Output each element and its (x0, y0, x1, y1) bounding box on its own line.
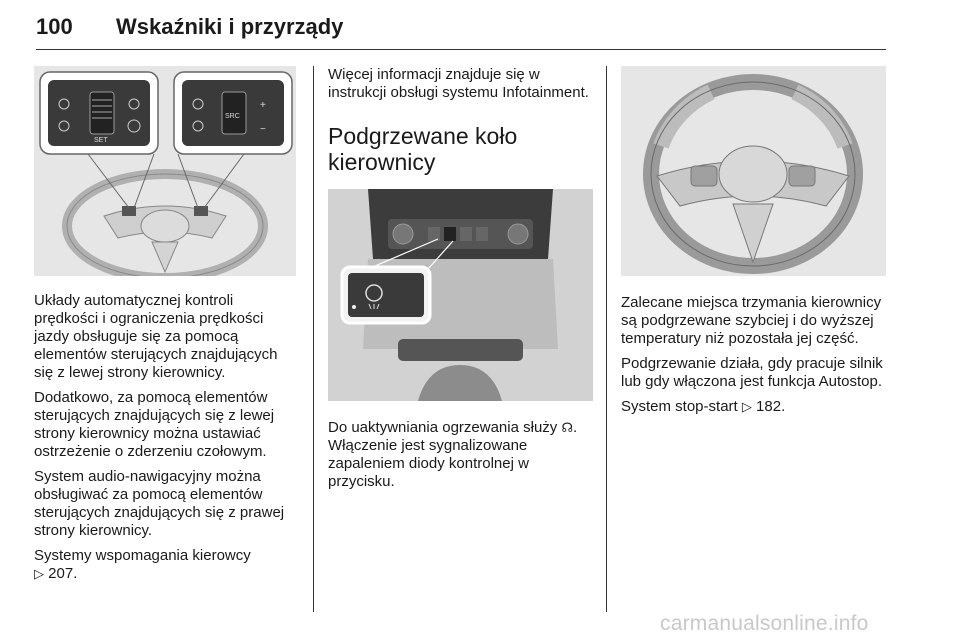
paragraph-driver-assistance (34, 547, 296, 583)
column-divider-left (313, 66, 314, 612)
heated-steering-wheel-icon: ☊ (561, 420, 574, 435)
column-middle (328, 66, 593, 498)
page-reference-182[interactable]: 182. (756, 398, 786, 415)
paragraph-collision-warning: Dodatkowo, za pomocą elementów sterujących znajdujących się z lewej strony kierownicy można ustawiać ostrzeżenie o zderzeniu czołowym. (34, 389, 275, 460)
column-left (34, 66, 296, 590)
column-divider-right (606, 66, 607, 612)
page-ref-icon: ▷ (741, 399, 752, 414)
page-title: Wskaźniki i przyrządy (116, 14, 344, 39)
paragraph-autostop: Podgrzewanie działa, gdy pracuje silnik lub gdy włączona jest funkcja Autostop. (621, 355, 883, 390)
page-header (36, 14, 886, 50)
column-right (621, 66, 886, 423)
paragraph-stop-start (621, 398, 886, 416)
page-ref-icon: ▷ (34, 566, 44, 581)
page-number: 100 (36, 14, 73, 39)
paragraph-audio-navigation: System audio-nawigacyjny można obsługiwać za pomocą elementów sterujących znajdujących się z prawej strony kierownicy. (34, 468, 285, 539)
center-console-figure (328, 189, 593, 401)
stop-start-text: System stop-start (621, 398, 738, 415)
watermark: carmanualsonline.info (660, 612, 869, 635)
set-label: SET (94, 137, 108, 144)
heating-activation-end: . (573, 419, 578, 436)
paragraph-cruise-control: Układy automatycznej kontroli prędkości i ograniczenia prędkości jazdy obsługuje się za pomocą elementów sterujących znajdujących się z lewej strony kierownicy. (34, 292, 278, 381)
driver-assistance-text: Systemy wspomagania kierowcy (34, 547, 251, 564)
paragraph-heating-activation (328, 419, 593, 491)
src-label: SRC (225, 113, 240, 120)
paragraph-grip-zones: Zalecane miejsca trzymania kierownicy są podgrzewane szybciej i do wyższej temperatury niż pozostała jej część. (621, 294, 882, 347)
heating-activation-text: Do uaktywniania ogrzewania służy (328, 419, 558, 436)
steering-controls-figure (34, 66, 296, 276)
svg-text:−: − (260, 124, 266, 135)
heating-indicator-text: Włączenie jest sygnalizowane zapaleniem diody kontrolnej w przycisku. (328, 437, 529, 490)
svg-text:+: + (260, 100, 266, 111)
header-divider (36, 49, 886, 50)
page-reference-207[interactable]: 207. (48, 565, 78, 582)
section-heading-heated-wheel: Podgrzewane koło kierownicy (328, 123, 518, 175)
heated-wheel-figure (621, 66, 886, 276)
paragraph-infotainment-info: Więcej informacji znajduje się w instrukcji obsługi systemu Infotainment. (328, 66, 589, 101)
